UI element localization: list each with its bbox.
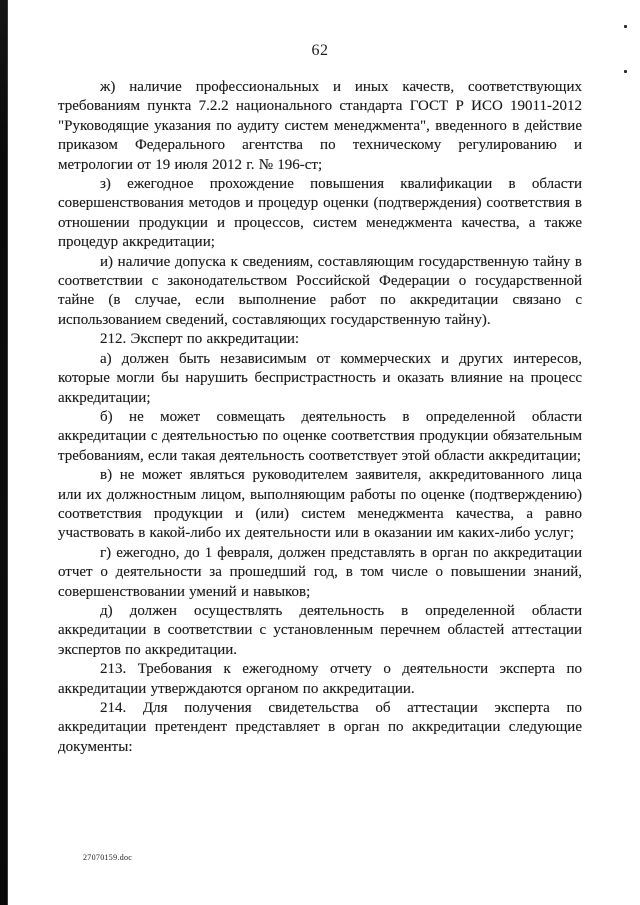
paragraph-213: 213. Требования к ежегодному отчету о деятельности эксперта по аккредитации утверждаются органом по аккредитации.	[58, 661, 582, 697]
document-body	[58, 78, 582, 757]
paragraph-i: и) наличие допуска к сведениям, составляющим государственную тайну в соответствии с законодательством Российской Федерации о государственной тайне (в случае, если выполнение работ по аккредитации связано с использованием сведений, составляющих государственную тайну).	[58, 253, 582, 328]
paragraph-zh: ж) наличие профессиональных и иных качеств, соответствующих требованиям пункта 7.2.2 национального стандарта ГОСТ Р ИСО 19011-2012 "Руководящие указания по аудиту систем менеджмента", введенного в действие приказом Федерального агентства по техническому регулированию и метрологии от 19 июля 2012 г. № 196-ст;	[58, 79, 582, 173]
paragraph-212-d: д) должен осуществлять деятельность в определенной области аккредитации в соответствии с установленным перечнем областей аттестации экспертов по аккредитации.	[58, 602, 582, 658]
footer-filename: 27070159.doc	[83, 853, 133, 862]
paragraph-212-b: б) не может совмещать деятельность в определенной области аккредитации с деятельностью по оценке соответствия продукции обязательным требованиям, если такая деятельность соответствует этой области аккредитации;	[58, 408, 582, 464]
paragraph-212: 212. Эксперт по аккредитации:	[100, 331, 300, 348]
scan-speck	[624, 25, 627, 28]
page-number: 62	[311, 42, 329, 59]
paragraph-212-g: г) ежегодно, до 1 февраля, должен представлять в орган по аккредитации отчет о деятельности за прошедший год, в том числе о повышении знаний, совершенствовании умений и навыков;	[58, 544, 582, 600]
paragraph-z: з) ежегодное прохождение повышения квалификации в области совершенствования методов и процедур оценки (подтверждения) соответствия в отношении продукции и процессов, систем менеджмента качества, а также процедур аккредитации;	[58, 176, 582, 251]
paragraph-212-v: в) не может являться руководителем заявителя, аккредитованного лица или их должностным лицом, выполняющим работы по оценке (подтверждению) соответствия продукции и (или) систем менеджмента качества, а равно участвовать в какой-либо их деятельности или в оказании им каких-либо услуг;	[58, 467, 582, 542]
paragraph-212-a: а) должен быть независимым от коммерческих и других интересов, которые могли бы нарушить беспристрастность и оказать влияние на процесс аккредитации;	[58, 350, 582, 406]
scan-edge-artifact	[0, 0, 8, 905]
paragraph-214: 214. Для получения свидетельства об аттестации эксперта по аккредитации претендент представляет в орган по аккредитации следующие документы:	[58, 700, 582, 755]
scan-speck	[624, 70, 627, 73]
